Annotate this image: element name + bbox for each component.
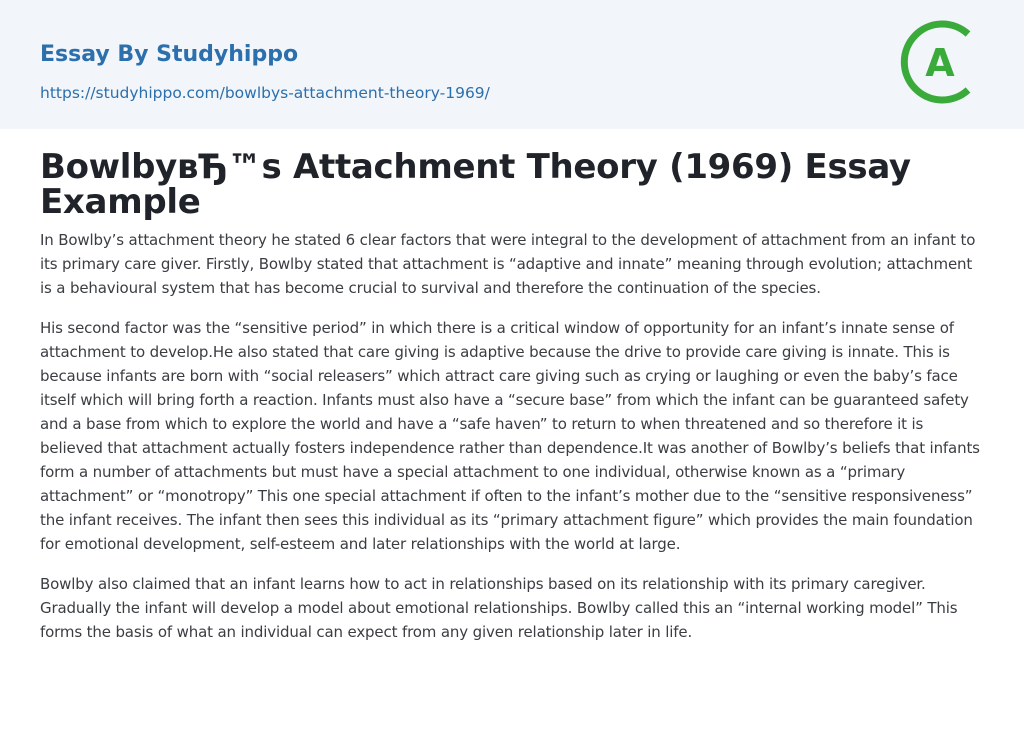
- site-brand[interactable]: Essay By Studyhippo: [40, 42, 299, 67]
- source-url-link[interactable]: https://studyhippo.com/bowlbys-attachment-theory-1969/: [40, 84, 490, 102]
- logo-letter: A: [925, 41, 955, 85]
- essay-paragraph: His second factor was the “sensitive period” in which there is a critical window of opportunity for an infant’s innate sense of attachment to develop.He also stated that care giving is adaptive because the drive to provide care giving is innate. This is because infants are born with “social releasers” which attract care giving such as crying or laughing or even the baby’s face itself which will bring forth a reaction. Infants must also have a “secure base” from which the infant can be guaranteed safety and a base from which to explore the world and have a “safe haven” to return to when threatened and so therefore it is believed that attachment actually fosters independence rather than dependence.It was another of Bowlby’s beliefs that infants form a number of attachments but must have a special attachment to one individual, otherwise known as a “primary attachment” or “monotropy” This one special attachment if often to the infant’s mother due to the “sensitive responsiveness” the infant receives. The infant then sees this individual as its “primary attachment figure” which provides the main foundation for emotional development, self-esteem and later relationships with the world at large.: [40, 319, 980, 553]
- page-title: BowlbyвЂ™s Attachment Theory (1969) Essay Example: [40, 147, 911, 222]
- studyhippo-logo-icon[interactable]: [898, 18, 986, 106]
- site-header: [0, 0, 1024, 129]
- essay-paragraph: Bowlby also claimed that an infant learns how to act in relationships based on its relationship with its primary caregiver. Gradually the infant will develop a model about emotional relationships. Bowlby called this an “internal working model” This forms the basis of what an individual can expect from any given relationship later in life.: [40, 575, 958, 641]
- essay-body: [40, 228, 984, 660]
- essay-paragraph: In Bowlby’s attachment theory he stated 6 clear factors that were integral to the development of attachment from an infant to its primary care giver. Firstly, Bowlby stated that attachment is “adaptive and innate” meaning through evolution; attachment is a behavioural system that has become crucial to survival and therefore the continuation of the species.: [40, 231, 976, 297]
